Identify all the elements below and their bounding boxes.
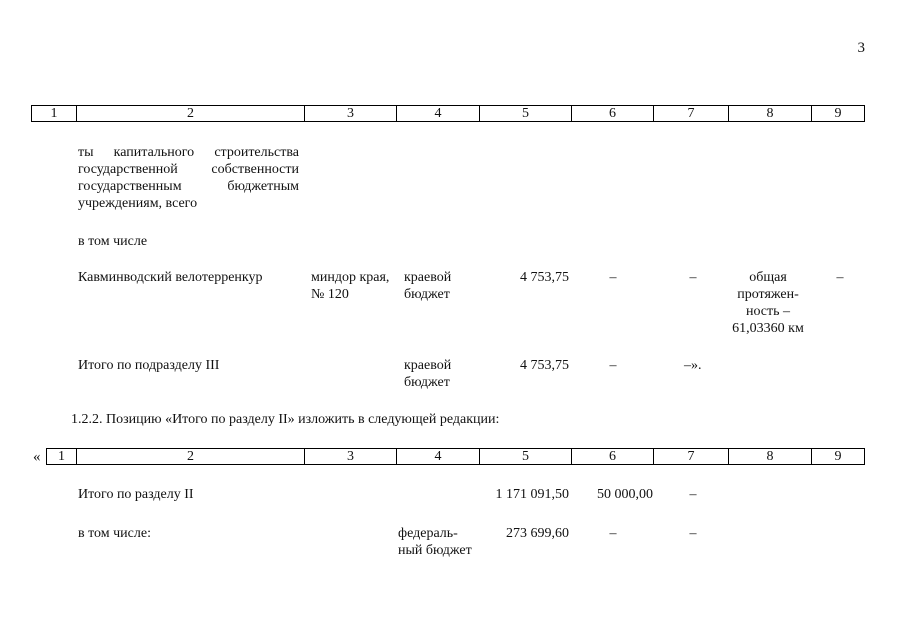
column-number: 2 bbox=[77, 106, 305, 122]
in-that-number-label: в том числе: bbox=[78, 526, 151, 541]
dash-cell: – bbox=[609, 358, 617, 373]
funding-source-cell: краевой бюджет bbox=[404, 358, 452, 390]
column-number: 9 bbox=[812, 106, 865, 122]
dash-cell: – bbox=[609, 526, 617, 541]
customer-cell: миндор края, № 120 bbox=[311, 270, 390, 302]
in-that-number-label: в том числе bbox=[78, 234, 148, 249]
amount-cell: 50 000,00 bbox=[597, 487, 653, 502]
column-number: 5 bbox=[480, 106, 572, 122]
amount-cell: 1 171 091,50 bbox=[495, 487, 569, 502]
dash-cell: – bbox=[609, 270, 617, 285]
closing-quote-dash: –». bbox=[684, 358, 702, 373]
column-number: 4 bbox=[397, 449, 480, 465]
column-number: 1 bbox=[47, 449, 77, 465]
section-total-label: Итого по разделу II bbox=[78, 487, 194, 502]
amount-cell: 4 753,75 bbox=[520, 358, 569, 373]
column-number: 6 bbox=[572, 449, 654, 465]
amount-cell: 273 699,60 bbox=[506, 526, 569, 541]
column-number: 3 bbox=[305, 449, 397, 465]
subsection-total-label: Итого по подразделу III bbox=[78, 358, 220, 373]
column-number: 6 bbox=[572, 106, 654, 122]
opening-quote-mark: « bbox=[33, 449, 41, 465]
column-number: 5 bbox=[480, 449, 572, 465]
funding-source-cell: федераль-ный бюджет bbox=[398, 526, 472, 558]
table2-header bbox=[46, 448, 865, 465]
column-number: 8 bbox=[729, 449, 812, 465]
column-number: 7 bbox=[654, 449, 729, 465]
column-number: 1 bbox=[32, 106, 77, 122]
column-number: 4 bbox=[397, 106, 480, 122]
page-number: 3 bbox=[857, 40, 865, 56]
result-indicator-cell: общая протяжен-ность – 61,03360 км bbox=[732, 270, 804, 336]
column-number: 7 bbox=[654, 106, 729, 122]
amendment-paragraph: 1.2.2. Позицию «Итого по разделу II» изложить в следующей редакции: bbox=[71, 412, 500, 427]
column-number: 9 bbox=[812, 449, 865, 465]
column-number: 8 bbox=[729, 106, 812, 122]
column-number: 3 bbox=[305, 106, 397, 122]
amount-cell: 4 753,75 bbox=[520, 270, 569, 285]
table1-header bbox=[31, 105, 865, 122]
column-number: 2 bbox=[77, 449, 305, 465]
dash-cell: – bbox=[689, 270, 697, 285]
object-name: Кавминводский велотерренкур bbox=[78, 270, 263, 285]
dash-cell: – bbox=[689, 487, 697, 502]
section-description: ты капитального строительства государственной собственности государственным бюджетным учреждениям, всего bbox=[78, 145, 299, 211]
funding-source-cell: краевой бюджет bbox=[404, 270, 452, 302]
dash-cell: – bbox=[836, 270, 844, 285]
dash-cell: – bbox=[689, 526, 697, 541]
